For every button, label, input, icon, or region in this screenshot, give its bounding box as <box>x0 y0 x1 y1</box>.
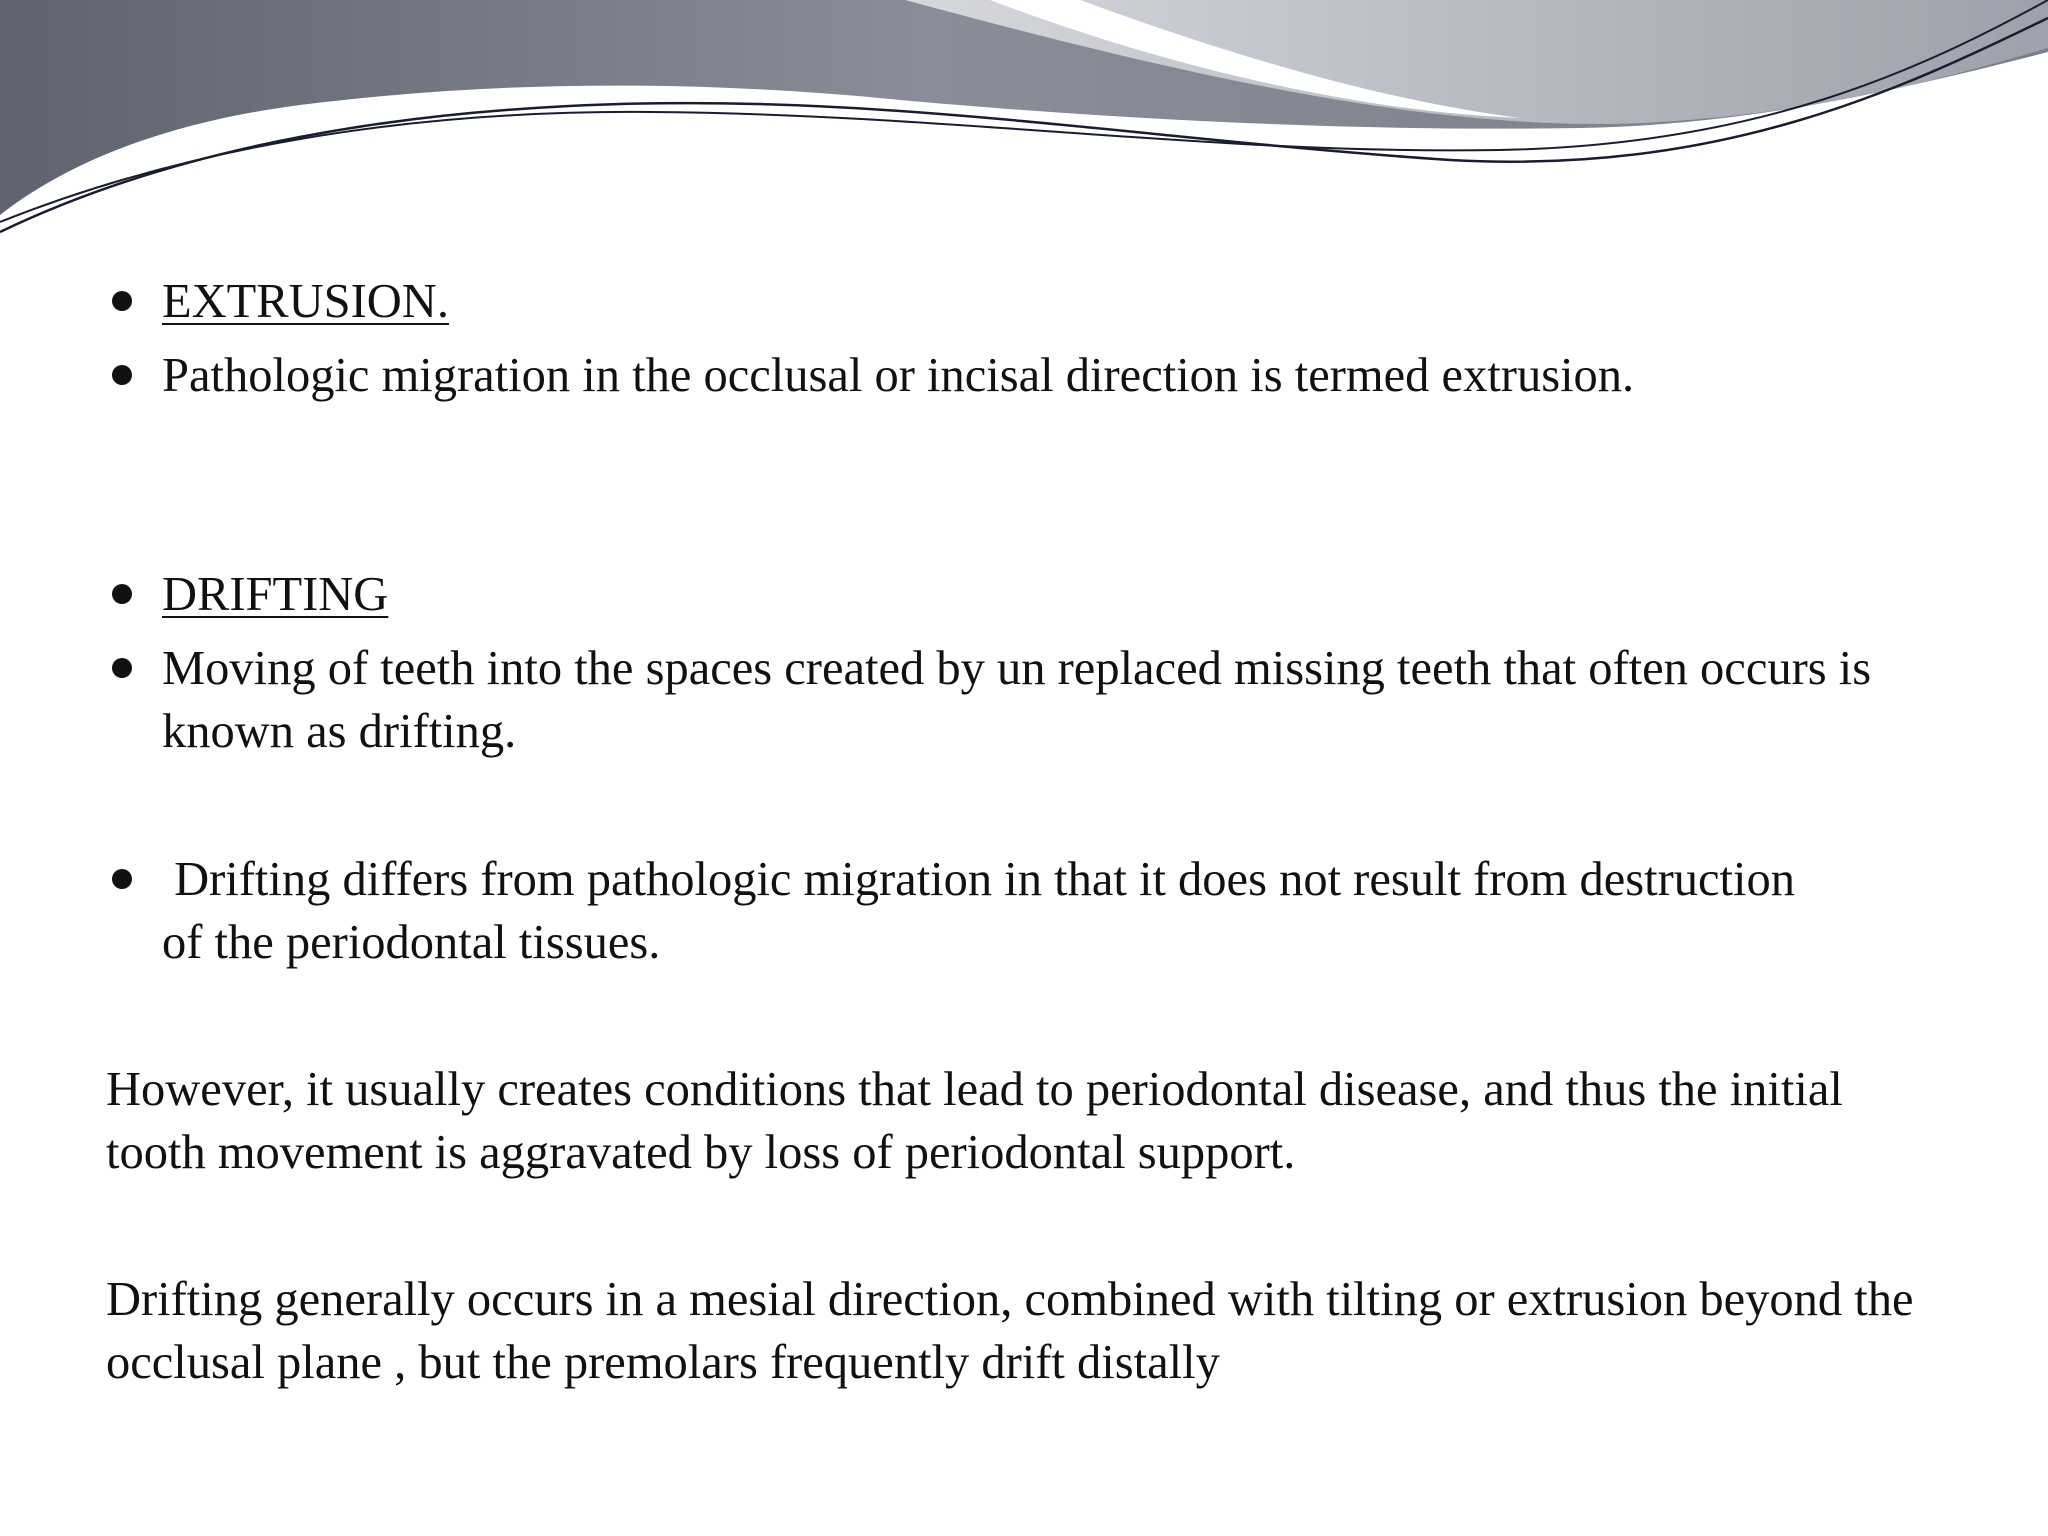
drifting-definition: Moving of teeth into the spaces created by un replaced missing teeth that often occurs is known as drifting. <box>162 642 1872 758</box>
bullet-drifting-difference <box>162 848 1808 974</box>
drifting-heading: DRIFTING <box>162 568 389 621</box>
bullet-dot <box>112 869 132 889</box>
paragraph-mesial-drift <box>106 1268 1936 1394</box>
bullet-dot <box>112 291 132 311</box>
drifting-difference: Drifting differs from pathologic migration in that it does not result from destruction of the periodontal tissues. <box>162 853 1808 969</box>
bullet-drifting-heading <box>162 563 1902 626</box>
bullet-extrusion-definition <box>162 344 1902 407</box>
header-wave-decoration <box>0 0 2048 240</box>
bullet-dot <box>112 584 132 604</box>
extrusion-definition: Pathologic migration in the occlusal or incisal direction is termed extrusion. <box>162 349 1635 402</box>
extrusion-heading: EXTRUSION. <box>162 275 449 328</box>
mesial-drift-text: Drifting generally occurs in a mesial direction, combined with tilting or extrusion beyond the occlusal plane , but the premolars frequently drift distally <box>106 1273 1914 1389</box>
bullet-dot <box>112 365 132 385</box>
however-text: However, it usually creates conditions that lead to periodontal disease, and thus the initial tooth movement is aggravated by loss of periodontal support. <box>106 1063 1843 1179</box>
paragraph-however <box>106 1058 1936 1184</box>
bullet-dot <box>112 658 132 678</box>
bullet-extrusion-heading <box>162 270 1902 333</box>
bullet-drifting-definition <box>162 637 1892 763</box>
